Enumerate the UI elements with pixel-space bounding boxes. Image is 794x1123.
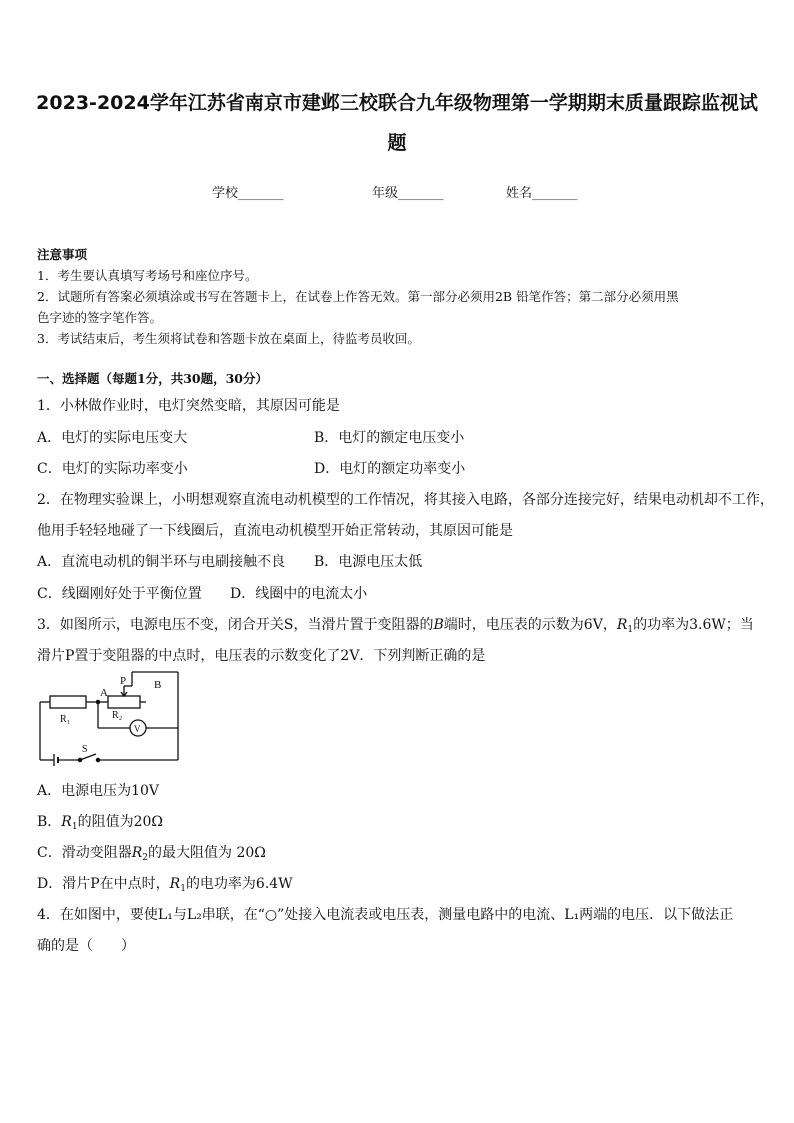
q3-stem-pre: 3．如图所示，电源电压不变，闭合开关S，当滑片置于变阻器的 <box>37 617 434 633</box>
q1-option-a: A．电灯的实际电压变大 <box>37 430 188 446</box>
q3-b-post: 的阻值为20Ω <box>77 814 163 830</box>
label-r1-sub: 1 <box>67 720 70 726</box>
q3-option-d <box>37 873 293 894</box>
q3-c-post: 的最大阻值为 20Ω <box>148 845 266 861</box>
q3-option-b <box>37 811 163 832</box>
question-3-stem-line1 <box>37 614 754 635</box>
q3-c-sub: 2 <box>142 853 148 863</box>
q3-option-a: A．电源电压为10V <box>37 783 160 799</box>
notice-item-3: 3．考试结束后，考生须将试卷和答题卡放在桌面上，待监考员收回。 <box>37 331 420 346</box>
r2-rheostat <box>108 696 140 708</box>
q3-stem-r-sub: 1 <box>627 625 634 635</box>
notice-item-2: 2．试题所有答案必须填涂或书写在答题卡上，在试卷上作答无效。第一部分必须用2B 铅笔作答；第二部分必须用黑 <box>37 289 679 304</box>
question-2-stem-line1: 2．在物理实验课上，小明想观察直流电动机模型的工作情况，将其接入电路，各部分连接完好，结果电动机却不工作， <box>37 492 774 508</box>
exam-title-line2: 题 <box>387 132 407 154</box>
q1-option-b: B．电灯的额定电压变小 <box>314 430 465 446</box>
label-r1: R <box>60 714 67 725</box>
question-4-stem-line1: 4．在如图中，要使L₁与L₂串联，在“○”处接入电流表或电压表，测量电路中的电流、L₁两端的电压．以下做法正 <box>37 907 734 923</box>
label-r2-sub: 2 <box>119 716 122 722</box>
question-3-stem-line2: 滑片P置于变阻器的中点时，电压表的示数变化了2V．下列判断正确的是 <box>37 648 486 664</box>
q3-stem-b: B <box>433 617 444 633</box>
exam-title-line1: 2023-2024学年江苏省南京市建邺三校联合九年级物理第一学期期末质量跟踪监视试 <box>36 92 758 114</box>
label-s: S <box>82 744 88 755</box>
q3-option-c <box>37 842 266 863</box>
question-4-stem-line2: 确的是（ ） <box>37 938 135 954</box>
q3-b-pre: B． <box>37 814 62 830</box>
q3-stem-mid: 端时，电压表的示数为6V， <box>443 617 617 633</box>
q3-circuit-diagram <box>36 668 186 772</box>
q3-d-post: 的电功率为6.4W <box>185 876 293 892</box>
q3-stem-post: 的功率为3.6W；当 <box>633 617 754 633</box>
q3-d-sub: 1 <box>180 884 186 894</box>
question-2-stem-line2: 他用手轻轻地碰了一下线圈后，直流电动机模型开始正常转动，其原因可能是 <box>37 523 513 539</box>
q3-b-sub: 1 <box>71 822 78 832</box>
label-a: A <box>100 687 108 699</box>
label-v: V <box>134 724 141 734</box>
q3-c-pre: C．滑动变阻器 <box>37 845 132 861</box>
q2-option-a: A．直流电动机的铜半环与电刷接触不良 <box>37 554 286 570</box>
q1-option-c: C．电灯的实际功率变小 <box>37 461 188 477</box>
q2-option-d: D．线圈中的电流太小 <box>230 586 368 602</box>
section-heading: 一、选择题（每题1分，共30题，30分） <box>37 371 268 386</box>
school-field: 学校_______ <box>212 186 284 201</box>
notice-heading: 注意事项 <box>37 247 88 262</box>
name-field: 姓名_______ <box>506 186 578 201</box>
q3-d-r: R <box>169 876 181 892</box>
q3-d-pre: D．滑片P在中点时， <box>37 876 170 892</box>
q2-option-b: B．电源电压太低 <box>314 554 423 570</box>
label-r2: R <box>112 710 119 721</box>
label-b: B <box>154 679 162 691</box>
q1-option-d: D．电灯的额定功率变小 <box>314 461 466 477</box>
q2-option-c: C．线圈刚好处于平衡位置 <box>37 586 202 602</box>
r1-resistor <box>50 696 86 708</box>
q3-b-r: R <box>61 814 72 830</box>
notice-item-1: 1．考生要认真填写考场号和座位序号。 <box>37 268 258 283</box>
label-p: P <box>120 675 127 687</box>
question-1-stem: 1．小林做作业时，电灯突然变暗，其原因可能是 <box>37 398 340 414</box>
q3-c-r: R <box>131 845 143 861</box>
q3-stem-r: R <box>616 617 628 633</box>
notice-item-2-cont: 色字迹的签字笔作答。 <box>37 310 163 325</box>
grade-field: 年级_______ <box>372 186 444 201</box>
